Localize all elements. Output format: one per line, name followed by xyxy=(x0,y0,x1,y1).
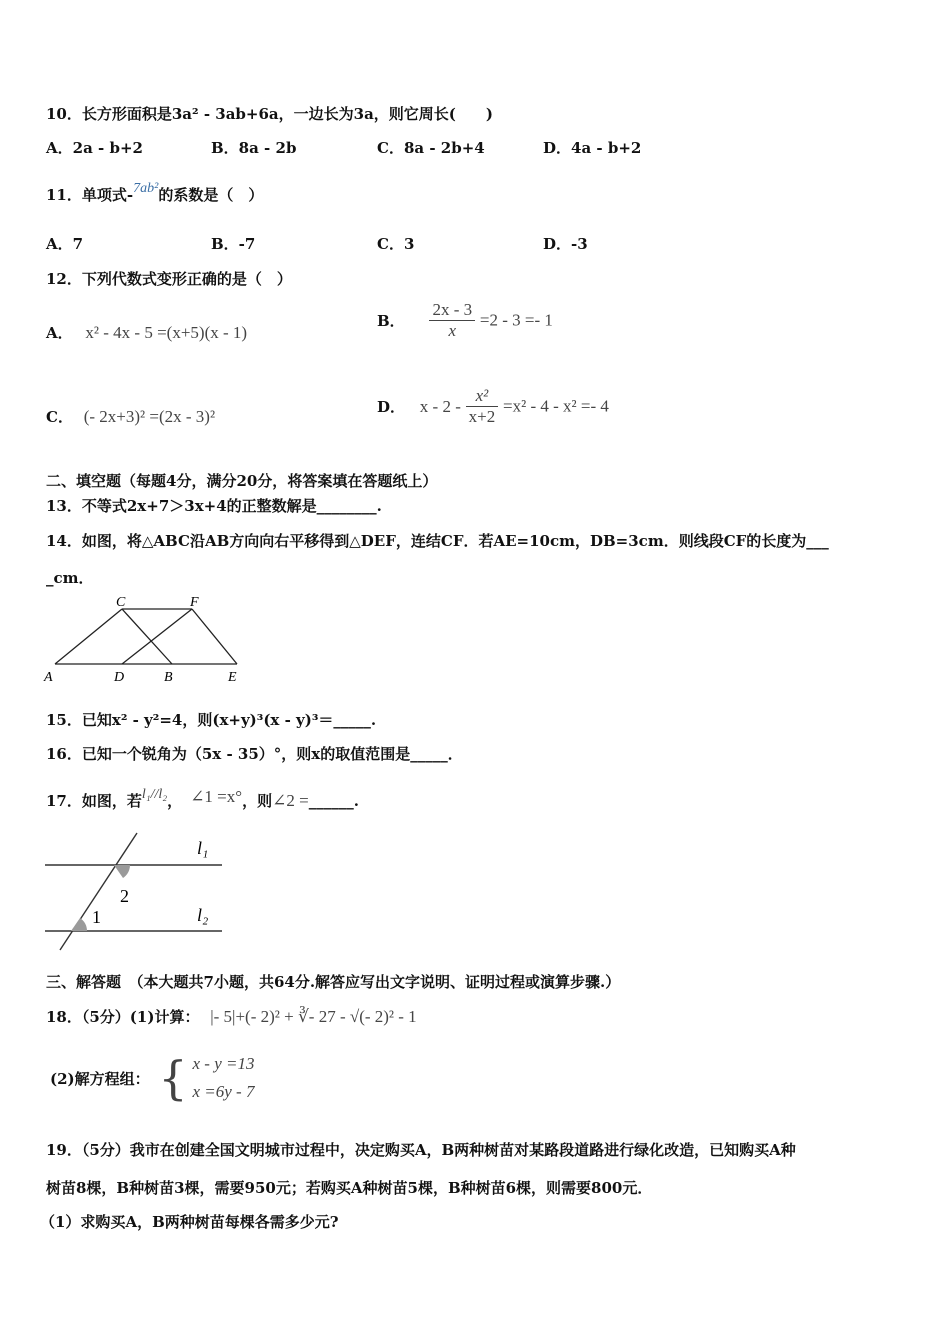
q10-option-d: D．4a - b+2 xyxy=(543,139,642,157)
q16-text: 16．已知一个锐角为（5x - 35）°，则x的取值范围是_____． xyxy=(46,745,463,763)
q15-text: 15．已知x² - y²=4，则(x+y)³(x - y)³＝_____. xyxy=(46,711,377,729)
q12-d-label: D． xyxy=(377,398,406,416)
q10-option-c: C．8a - 2b+4 xyxy=(377,139,485,157)
q11-stem-suffix: 的系数是（ ） xyxy=(158,186,264,204)
q18-part2 xyxy=(50,1050,254,1106)
system-brace: { xyxy=(158,1051,188,1105)
q11-option-b: B．-7 xyxy=(211,235,256,253)
q12-d-pre: x - 2 - xyxy=(419,396,461,416)
q11-option-d: D．-3 xyxy=(543,235,588,253)
q17-separator: ， xyxy=(167,792,183,810)
label-f: F xyxy=(190,595,199,610)
label-l1: l₁ xyxy=(197,838,209,858)
q12-d-rest: =x² - 4 - x² =- 4 xyxy=(503,396,609,416)
q17-angle2: ∠2 = xyxy=(272,791,309,810)
label-a: A xyxy=(44,670,53,685)
q18-part1 xyxy=(46,1006,417,1027)
section-2-heading: 二、填空题（每题4分，满分20分，将答案填在答题纸上） xyxy=(46,472,438,490)
q12-b-numerator: 2x - 3 xyxy=(429,300,475,321)
label-b: B xyxy=(164,670,173,685)
q11-monomial: 7ab² xyxy=(133,181,159,196)
label-c: C xyxy=(116,595,126,610)
q11-stem-prefix: 11．单项式- xyxy=(46,186,134,204)
segment-cb xyxy=(122,609,172,664)
q19-line1: 19．（5分）我市在创建全国文明城市过程中，决定购买A，B两种树苗对某路段道路进行绿化改造，已知购买A种 xyxy=(46,1141,796,1159)
q18-part2-label: (2)解方程组： xyxy=(50,1069,150,1088)
q12-d-denominator: x+2 xyxy=(468,407,496,426)
q17-text xyxy=(46,787,359,811)
q17-parallel-condition: l₁//l₂ xyxy=(141,787,168,802)
q13-text: 13．不等式2x+7＞3x+4的正整数解是________. xyxy=(46,497,382,515)
q18-part1-label: 18．（5分）(1)计算： xyxy=(46,1008,200,1026)
q11-option-c: C．3 xyxy=(377,235,415,253)
q12-b-denominator: x xyxy=(448,321,457,340)
q12-c-expr: (- 2x+3)² =(2x - 3)² xyxy=(83,407,216,426)
q12-option-b xyxy=(377,300,553,341)
q12-option-d xyxy=(377,386,609,427)
q17-blank: ______. xyxy=(308,792,359,810)
q12-d-numerator: x² xyxy=(466,386,499,407)
segment-fe xyxy=(192,609,237,664)
q12-a-label: A． xyxy=(46,324,73,342)
q14-translation-figure xyxy=(40,592,260,687)
segment-df xyxy=(122,609,192,664)
q10-option-b: B．8a - 2b xyxy=(211,139,297,157)
q19-line2: 树苗8棵，B种树苗3棵，需要950元；若购买A种树苗5棵，B种树苗6棵，则需要800元． xyxy=(46,1179,653,1197)
q12-b-rest: =2 - 3 =- 1 xyxy=(479,310,553,330)
equation-1: x - y =13 xyxy=(192,1054,255,1073)
q11-stem xyxy=(46,181,264,205)
angle-1-arc xyxy=(71,918,87,931)
q17-mid: ，则 xyxy=(242,792,273,810)
section-3-heading: 三、解答题 （本大题共7小题，共64分.解答应写出文字说明、证明过程或演算步骤.） xyxy=(46,973,621,991)
q12-b-label: B． xyxy=(377,312,405,330)
q12-option-c xyxy=(46,406,215,427)
q17-parallel-lines-figure xyxy=(40,828,230,953)
equation-system xyxy=(192,1050,254,1106)
q19-subquestion-1: （1）求购买A，B两种树苗每棵各需多少元? xyxy=(40,1213,339,1231)
q17-prefix: 17．如图，若 xyxy=(46,792,142,810)
label-angle-1: 1 xyxy=(92,907,101,927)
q12-d-fraction xyxy=(466,386,499,427)
label-d: D xyxy=(114,670,125,685)
label-angle-2: 2 xyxy=(120,886,129,906)
angle-2-arc xyxy=(114,865,130,878)
q11-option-a: A．7 xyxy=(46,235,84,253)
q12-c-label: C． xyxy=(46,408,73,426)
equation-2: x =6y - 7 xyxy=(192,1082,255,1101)
q18-part1-expr: |- 5|+(- 2)² + ∛- 27 - √(- 2)² - 1 xyxy=(210,1007,417,1026)
q10-option-a: A．2a - b+2 xyxy=(46,139,143,157)
label-l2: l₂ xyxy=(197,905,209,925)
q12-a-expr: x² - 4x - 5 =(x+5)(x - 1) xyxy=(85,323,248,342)
q12-option-a xyxy=(46,322,247,343)
q12-b-fraction xyxy=(429,300,475,341)
segment-ac xyxy=(55,609,122,664)
q14-line1: 14．如图，将△ABC沿AB方向向右平移得到△DEF，连结CF．若AE=10cm，DB=3cm．则线段CF的长度为___ xyxy=(46,532,829,550)
q17-angle1-condition: ∠1 =x° xyxy=(190,787,243,806)
label-e: E xyxy=(228,670,237,685)
q12-stem: 12．下列代数式变形正确的是（ ） xyxy=(46,270,292,288)
q14-line2: _cm． xyxy=(46,569,94,587)
q10-stem: 10．长方形面积是3a² - 3ab+6a，一边长为3a，则它周长( ) xyxy=(46,105,493,123)
